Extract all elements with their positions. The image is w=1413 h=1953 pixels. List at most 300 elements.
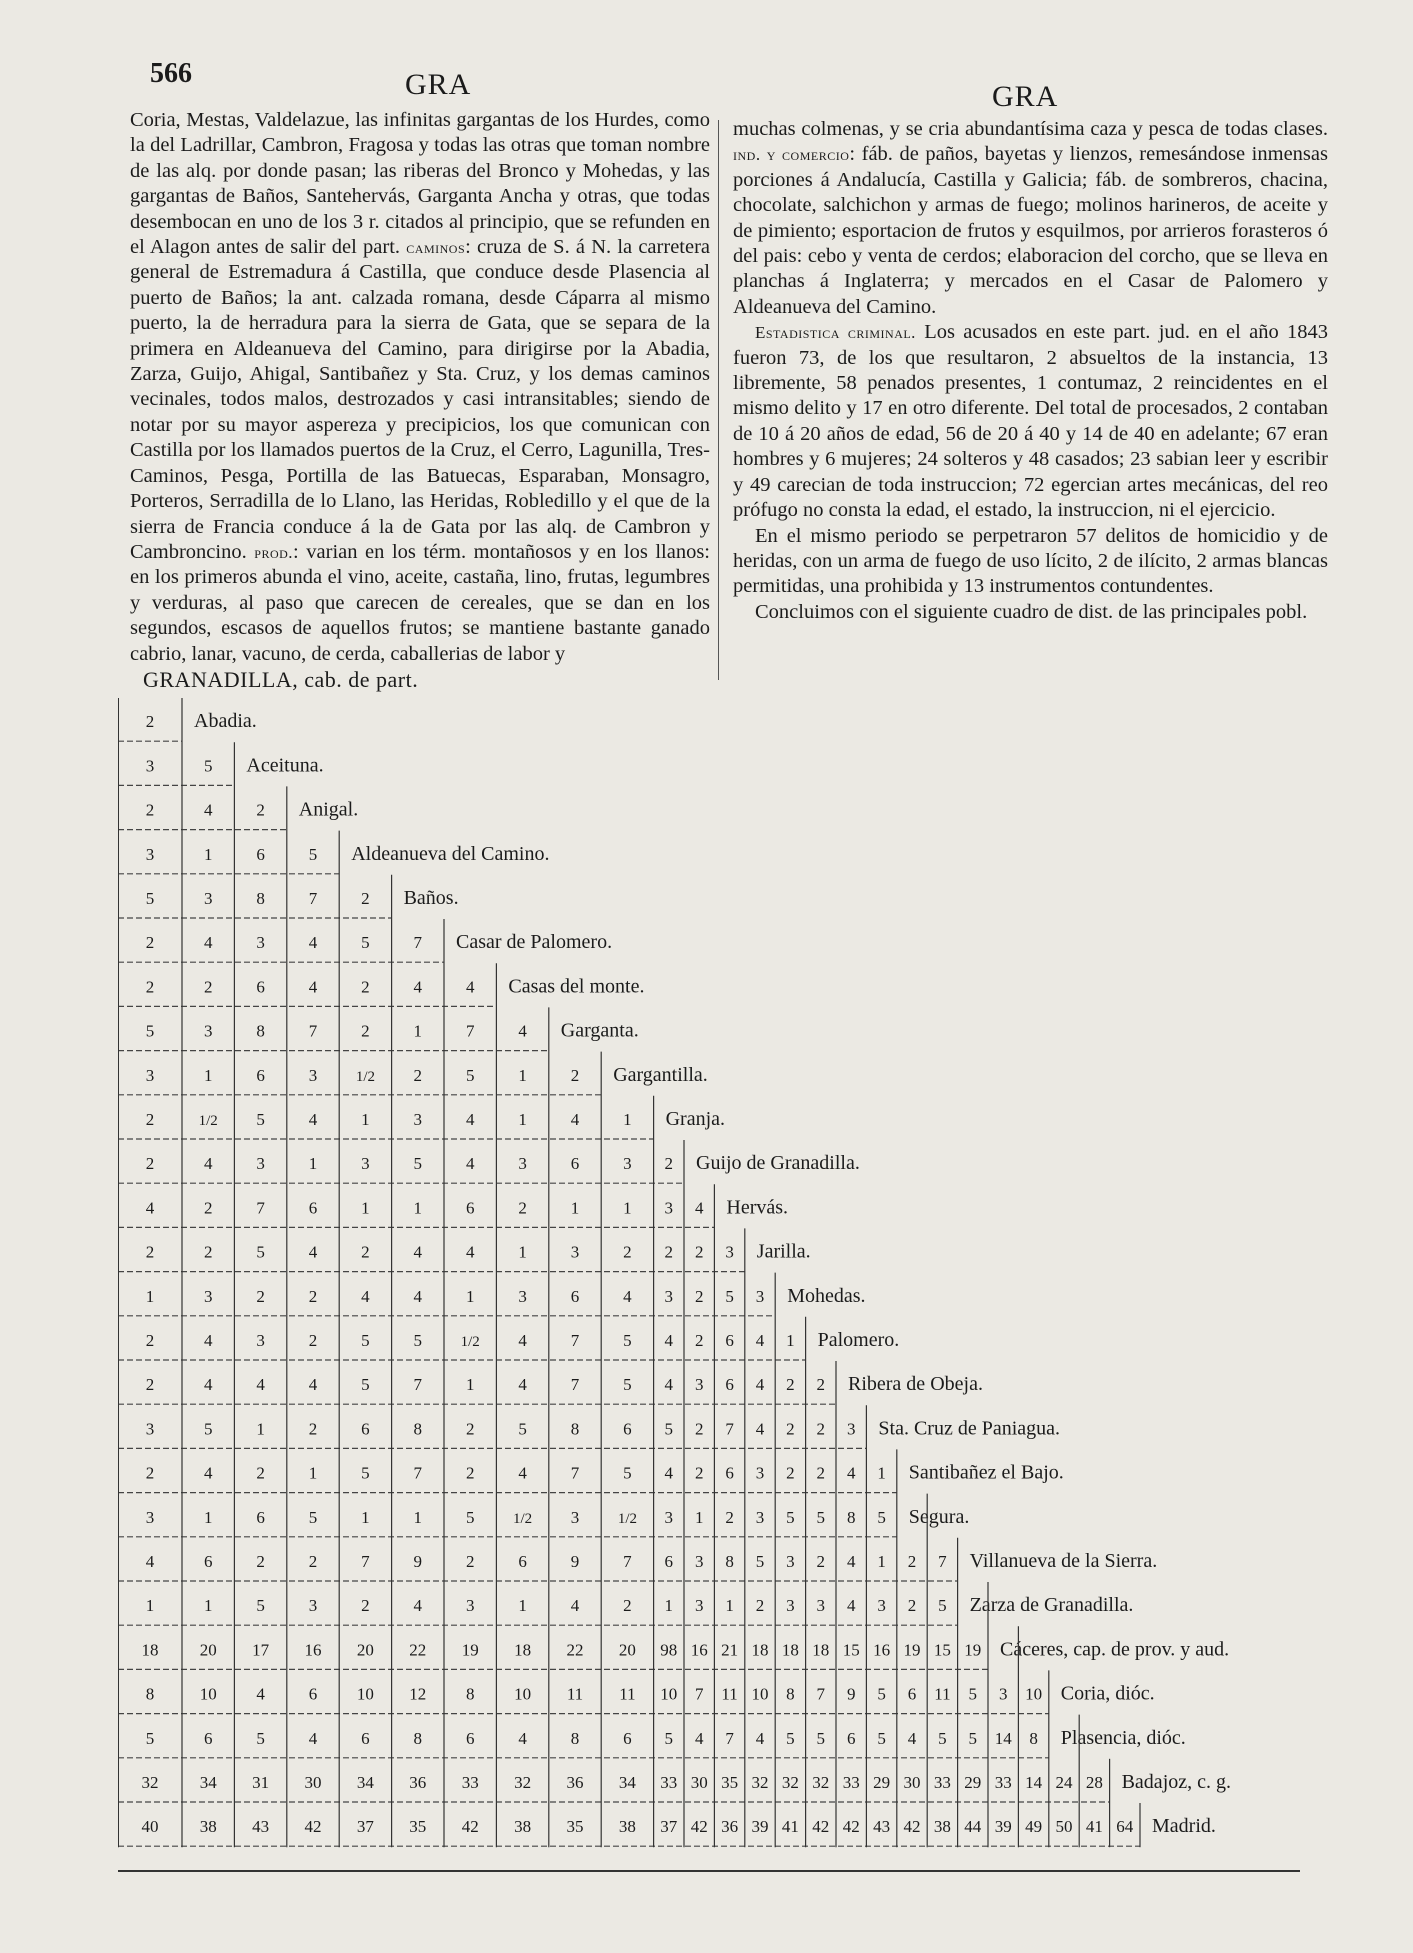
distance-value: 6: [725, 1330, 734, 1350]
distance-value: 5: [786, 1728, 795, 1748]
distance-value: 3: [518, 1154, 527, 1174]
distance-value: 6: [256, 1065, 265, 1085]
rivers-text: Coria, Mestas, Valdelazue, las infinitas gargantas de los Hurdes, como la del Ladrillar, Cambron, Fragosa y todas las otras que toman nombre de las alq. por donde pasan; las riberas del Bronco y Mohedas, y las gargantas de Baños, Santehervás, Garganta Ancha y otras, que todas desembocan en uno de los 3 r. citados al principio, que se refunden en el Alagon antes de salir del part.: [130, 109, 710, 259]
distance-value: 8: [145, 1684, 155, 1704]
distance-value: 22: [566, 1640, 584, 1660]
distance-value: 31: [252, 1772, 270, 1792]
column-divider: [718, 120, 719, 680]
caminos-text: : cruza de S. á N. la carretera general de Estremadura á Castilla, que conduce desde Plasencia al puerto de Baños; la ant. calzada romana, desde Cáparra al mismo puerto, la de herradura para la sierra de Gata, que se separa de la primera en Aldeanueva del Camino, para dirigirse por la Abadia, Zarza, Guijo, Ahigal, Santibañez y Sta. Cruz, y los demas caminos vecinales, todos malos, destrozados y casi intransitables; siendo de notar por su mayor aspereza y precipicios, los que comunican con Castilla por los llamados puertos de la Cruz, el Cerro, Lagunilla, Tres-Caminos, Pesga, Portilla de las Batuecas, Esparaban, Monsagro, Porteros, Serradilla de lo Llano, las Heridas, Robledillo y el que de la sierra de Francia conduce á la de Gata por las alq. de Cambron y Cambroncino.: [130, 236, 711, 563]
distance-value: 3: [203, 1021, 213, 1041]
distance-value: 38: [514, 1817, 532, 1837]
distance-value: 1/2: [617, 1510, 637, 1527]
distance-value: 4: [413, 1286, 423, 1306]
distance-value: 4: [694, 1728, 704, 1748]
distance-value: 2: [623, 1242, 632, 1262]
distance-value: 1: [203, 1596, 213, 1616]
distance-value: 5: [623, 1463, 632, 1483]
criminal-stats-paragraph: [733, 320, 1328, 523]
distance-value: 3: [145, 1065, 155, 1085]
place-name: Cáceres, cap. de prov. y aud.: [1000, 1638, 1230, 1661]
distance-value: 8: [256, 888, 265, 908]
distance-value: 5: [623, 1330, 632, 1350]
distance-value: 32: [781, 1772, 799, 1792]
distance-value: 2: [145, 800, 155, 820]
place-name: Palomero.: [817, 1328, 900, 1351]
distance-value: 2: [145, 977, 155, 997]
distance-value: 8: [570, 1728, 580, 1748]
distance-value: 4: [203, 1154, 213, 1174]
distance-value: 2: [256, 1463, 265, 1483]
distance-value: 4: [694, 1198, 704, 1218]
distance-value: 2: [694, 1419, 704, 1439]
distance-value: 1: [203, 1507, 213, 1527]
distance-value: 64: [1116, 1817, 1134, 1837]
page-number: 566: [150, 58, 192, 89]
distance-value: 50: [1055, 1817, 1073, 1837]
distance-value: 5: [413, 1330, 423, 1350]
distance-value: 3: [755, 1463, 765, 1483]
distance-value: 5: [203, 756, 213, 776]
distance-value: 1: [465, 1286, 475, 1306]
distance-value: 4: [465, 1154, 475, 1174]
distance-value: 4: [308, 1728, 318, 1748]
distance-value: 5: [203, 1419, 213, 1439]
distance-value: 6: [308, 1684, 318, 1704]
distance-value: 4: [145, 1551, 155, 1571]
distance-value: 1: [308, 1463, 318, 1483]
distance-value: 1/2: [460, 1333, 480, 1350]
distance-value: 4: [465, 977, 475, 997]
distance-value: 6: [308, 1198, 318, 1218]
distance-value: 2: [361, 1021, 370, 1041]
distance-value: 6: [518, 1551, 527, 1571]
distance-value: 41: [1085, 1817, 1103, 1837]
place-name: Abadia.: [194, 710, 257, 733]
distance-value: 3: [694, 1551, 704, 1571]
distance-value: 6: [361, 1419, 370, 1439]
distance-value: 42: [812, 1817, 830, 1837]
distance-value: 18: [812, 1640, 830, 1660]
running-head-right: GRA: [992, 80, 1059, 113]
distance-value: 10: [1025, 1684, 1043, 1704]
distance-value: 4: [907, 1728, 917, 1748]
distance-value: 32: [514, 1772, 532, 1792]
distance-value: 8: [256, 1021, 265, 1041]
distance-value: 1: [877, 1551, 886, 1571]
distance-value: 5: [465, 1507, 475, 1527]
distance-value: 1: [518, 1242, 527, 1262]
distance-value: 5: [465, 1065, 475, 1085]
distance-value: 1: [518, 1065, 527, 1085]
place-name: Zarza de Granadilla.: [969, 1594, 1134, 1617]
place-name: Anigal.: [298, 798, 359, 821]
distance-value: 33: [933, 1772, 951, 1792]
distance-value: 38: [933, 1817, 951, 1837]
distance-value: 2: [816, 1375, 826, 1395]
distance-value: 32: [812, 1772, 830, 1792]
distance-value: 8: [570, 1419, 580, 1439]
distance-value: 98: [660, 1640, 678, 1660]
distance-value: 16: [690, 1640, 708, 1660]
distance-table: [118, 698, 1328, 1880]
place-name: Gargantilla.: [613, 1063, 708, 1086]
distance-value: 4: [755, 1330, 765, 1350]
distance-value: 7: [725, 1728, 734, 1748]
distance-value: 4: [518, 1728, 527, 1748]
distance-value: 8: [465, 1684, 475, 1704]
distance-value: 3: [877, 1596, 886, 1616]
distance-value: 2: [816, 1551, 826, 1571]
place-name: Madrid.: [1152, 1815, 1216, 1838]
distance-value: 4: [465, 1109, 475, 1129]
distance-value: 2: [256, 1286, 265, 1306]
distance-value: 6: [907, 1684, 917, 1704]
distance-value: 29: [964, 1772, 982, 1792]
distance-value: 6: [725, 1375, 734, 1395]
distance-value: 2: [465, 1551, 475, 1571]
distance-value: 14: [1025, 1772, 1043, 1792]
distance-value: 33: [842, 1772, 860, 1792]
distance-value: 21: [721, 1640, 739, 1660]
distance-value: 8: [1029, 1728, 1038, 1748]
distance-value: 5: [623, 1375, 632, 1395]
distance-value: 7: [308, 1021, 318, 1041]
distance-value: 9: [570, 1551, 580, 1571]
distance-value: 19: [964, 1640, 982, 1660]
distance-value: 8: [846, 1507, 856, 1527]
distance-value: 4: [413, 1596, 423, 1616]
place-name: Santibañez el Bajo.: [908, 1461, 1064, 1484]
distance-value: 2: [145, 1109, 155, 1129]
distance-value: 4: [518, 1021, 527, 1041]
distance-value: 1/2: [198, 1112, 218, 1129]
distance-value: 43: [252, 1817, 270, 1837]
distance-value: 5: [256, 1109, 265, 1129]
distance-value: 5: [938, 1728, 947, 1748]
distance-value: 5: [256, 1596, 265, 1616]
distance-value: 5: [664, 1419, 674, 1439]
distance-value: 2: [725, 1507, 734, 1527]
distance-value: 19: [461, 1640, 479, 1660]
distance-value: 6: [465, 1198, 475, 1218]
distance-value: 10: [199, 1684, 217, 1704]
distance-value: 32: [141, 1772, 159, 1792]
distance-value: 12: [409, 1684, 427, 1704]
distance-value: 3: [786, 1551, 795, 1571]
distance-value: 8: [725, 1551, 734, 1571]
distance-value: 9: [846, 1684, 856, 1704]
distance-value: 19: [903, 1640, 921, 1660]
distance-value: 4: [203, 1330, 213, 1350]
distance-value: 1: [465, 1375, 475, 1395]
distance-value: 2: [308, 1330, 318, 1350]
distance-value: 11: [619, 1684, 636, 1704]
distance-value: 1: [877, 1463, 886, 1483]
distance-value: 11: [934, 1684, 951, 1704]
table-title: GRANADILLA, cab. de part.: [143, 667, 419, 692]
distance-value: 34: [618, 1772, 636, 1792]
distance-value: 5: [816, 1728, 826, 1748]
distance-value: 18: [781, 1640, 799, 1660]
distance-value: 1: [256, 1419, 265, 1439]
distance-value: 3: [256, 1330, 265, 1350]
place-name: Mohedas.: [787, 1284, 866, 1307]
distance-value: 4: [203, 1375, 213, 1395]
distance-value: 2: [465, 1419, 475, 1439]
distance-value: 36: [566, 1772, 584, 1792]
distance-value: 4: [465, 1242, 475, 1262]
place-name: Coria, dióc.: [1060, 1682, 1155, 1705]
distance-value: 6: [725, 1463, 734, 1483]
distance-value: 3: [308, 1065, 318, 1085]
distance-value: 30: [304, 1772, 322, 1792]
distance-value: 3: [256, 1154, 265, 1174]
distance-value: 17: [252, 1640, 270, 1660]
distance-value: 33: [660, 1772, 678, 1792]
distance-value: 7: [361, 1551, 370, 1571]
distance-value: 4: [256, 1684, 265, 1704]
distance-value: 39: [994, 1817, 1012, 1837]
distance-value: 3: [145, 756, 155, 776]
distance-value: 22: [409, 1640, 427, 1660]
distance-value: 4: [308, 933, 318, 953]
distance-value: 5: [518, 1419, 527, 1439]
distance-value: 5: [877, 1507, 886, 1527]
distance-value: 11: [721, 1684, 738, 1704]
distance-value: 11: [566, 1684, 584, 1704]
distance-value: 3: [308, 1596, 318, 1616]
distance-value: 1: [623, 1198, 632, 1218]
distance-value: 42: [690, 1817, 708, 1837]
distance-value: 1: [361, 1109, 370, 1129]
distance-value: 14: [994, 1728, 1012, 1748]
distance-value: 38: [618, 1817, 636, 1837]
distance-value: 6: [203, 1551, 213, 1571]
distance-value: 3: [694, 1596, 704, 1616]
distance-value: 42: [903, 1817, 921, 1837]
distance-value: 2: [145, 1330, 155, 1350]
distance-value: 1: [361, 1198, 370, 1218]
distance-value: 4: [846, 1551, 856, 1571]
estadistica-label: Estadistica criminal.: [755, 323, 916, 343]
distance-value: 2: [786, 1375, 795, 1395]
distance-value: 7: [938, 1551, 947, 1571]
distance-value: 1: [361, 1507, 370, 1527]
distance-value: 6: [623, 1728, 632, 1748]
distance-value: 2: [664, 1154, 674, 1174]
place-name: Aceituna.: [246, 754, 324, 777]
distance-value: 1: [203, 844, 213, 864]
distance-value: 5: [755, 1551, 765, 1571]
distance-value: 5: [361, 1463, 370, 1483]
distance-value: 33: [994, 1772, 1012, 1792]
distance-value: 2: [907, 1551, 917, 1571]
distance-value: 4: [413, 977, 423, 997]
distance-value: 7: [465, 1021, 475, 1041]
distance-value: 4: [664, 1463, 674, 1483]
distance-value: 4: [413, 1242, 423, 1262]
distance-value: 5: [725, 1286, 734, 1306]
distance-value: 20: [618, 1640, 636, 1660]
distance-value: 41: [781, 1817, 799, 1837]
distance-value: 28: [1085, 1772, 1103, 1792]
distance-value: 2: [308, 1551, 318, 1571]
crimes-paragraph: En el mismo periodo se perpetraron 57 delitos de homicidio y de heridas, con un arma de fuego de uso lícito, 2 de ilícito, 2 armas blancas permitidas, una prohibida y 13 instrumentos contundentes.: [733, 524, 1328, 598]
distance-value: 5: [786, 1507, 795, 1527]
distance-value: 2: [203, 1242, 213, 1262]
distance-value: 42: [304, 1817, 322, 1837]
distance-value: 7: [413, 933, 423, 953]
distance-value: 7: [413, 1463, 423, 1483]
distance-value: 5: [361, 1375, 370, 1395]
prod-label: prod.: [254, 542, 294, 562]
industry-text: : fáb. de paños, bayetas y lienzos, remesándose inmensas porciones á Andalucía, Castilla y Galicia; fáb. de sombreros, chacina, chocolate, salchichon y armas de fuego; molinos harineros, de aceite y de pimiento; esportacion de frutos y esquilmos, por arrieros forasteros ó del pais: cebo y venta de cerdos; elaboracion del corcho, que se lleva en planchas á Inglaterra; y mercados en el Casar de Palomero y Aldeanueva del Camino.: [733, 143, 1328, 318]
distance-value: 4: [755, 1375, 765, 1395]
left-text-column: [130, 108, 710, 667]
distance-value: 4: [518, 1330, 527, 1350]
distance-value: 2: [570, 1065, 580, 1085]
distance-value: 29: [873, 1772, 891, 1792]
place-name: Casar de Palomero.: [456, 931, 613, 954]
distance-value: 1: [786, 1330, 795, 1350]
distance-value: 3: [145, 1507, 155, 1527]
distance-value: 2: [256, 800, 265, 820]
distance-value: 1: [145, 1286, 155, 1306]
distance-value: 5: [361, 1330, 370, 1350]
distance-value: 18: [141, 1640, 159, 1660]
distance-value: 4: [308, 1242, 318, 1262]
caminos-label: caminos: [406, 238, 466, 258]
distance-value: 4: [361, 1286, 370, 1306]
distance-value: 1: [570, 1198, 580, 1218]
distance-value: 5: [145, 888, 155, 908]
distance-value: 3: [465, 1596, 475, 1616]
distance-value: 35: [409, 1817, 427, 1837]
fauna-text: muchas colmenas, y se cria abundantísima caza y pesca de todas clases.: [733, 118, 1328, 140]
distance-value: 6: [846, 1728, 856, 1748]
distance-value: 1: [413, 1507, 423, 1527]
prod-text: : varian en los térm. montañosos y en los llanos: en los primeros abunda el vino, aceite, castaña, lino, frutas, legumbres y verduras, al paso que carecen de cereales, que se dan en los segundos, escasos de aquellos frutos; se mantiene bastante ganado cabrio, lanar, vacuno, de cerda, caballerias de labor y: [130, 540, 711, 665]
distance-value: 2: [145, 712, 155, 732]
distance-value: 39: [751, 1817, 769, 1837]
distance-value: 30: [903, 1772, 921, 1792]
distance-value: 4: [308, 1109, 318, 1129]
distance-value: 2: [361, 1242, 370, 1262]
distance-value: 4: [846, 1463, 856, 1483]
distance-value: 2: [361, 888, 370, 908]
distance-value: 2: [145, 1242, 155, 1262]
distance-value: 2: [816, 1463, 826, 1483]
distance-value: 2: [786, 1463, 795, 1483]
distance-value: 5: [256, 1728, 265, 1748]
distance-value: 5: [413, 1154, 423, 1174]
distance-value: 3: [725, 1242, 734, 1262]
distance-value: 4: [518, 1463, 527, 1483]
distance-value: 7: [725, 1419, 734, 1439]
distance-value: 6: [256, 844, 265, 864]
distance-value: 7: [816, 1684, 826, 1704]
distance-value: 42: [461, 1817, 479, 1837]
distance-value: 2: [308, 1286, 318, 1306]
distance-value: 4: [570, 1109, 580, 1129]
distance-value: 3: [361, 1154, 370, 1174]
distance-value: 32: [751, 1772, 769, 1792]
distance-value: 6: [361, 1728, 370, 1748]
distance-value: 20: [199, 1640, 217, 1660]
distance-value: 37: [356, 1817, 374, 1837]
distance-value: 36: [721, 1817, 739, 1837]
distance-value: 3: [570, 1242, 580, 1262]
distance-value: 20: [356, 1640, 374, 1660]
place-name: Baños.: [403, 886, 459, 909]
place-name: Aldeanueva del Camino.: [351, 842, 550, 865]
distance-value: 2: [623, 1596, 632, 1616]
distance-value: 3: [694, 1375, 704, 1395]
industry-paragraph: [733, 117, 1328, 320]
distance-value: 2: [664, 1242, 674, 1262]
distance-value: 35: [721, 1772, 739, 1792]
place-name: Guijo de Granadilla.: [696, 1152, 860, 1175]
distance-value: 2: [308, 1419, 318, 1439]
distance-value: 3: [145, 844, 155, 864]
distance-value: 10: [751, 1684, 769, 1704]
running-head-left: GRA: [405, 68, 472, 101]
distance-value: 8: [786, 1684, 795, 1704]
place-name: Jarilla.: [756, 1240, 811, 1263]
distance-value: 10: [660, 1684, 678, 1704]
bottom-rule: [118, 1870, 1300, 1872]
distance-value: 1: [664, 1596, 674, 1616]
place-name: Garganta.: [560, 1019, 639, 1042]
distance-value: 6: [570, 1286, 580, 1306]
distance-value: 15: [933, 1640, 951, 1660]
distance-value: 7: [570, 1463, 580, 1483]
distance-value: 9: [413, 1551, 423, 1571]
distance-value: 2: [203, 977, 213, 997]
distance-value: 4: [203, 933, 213, 953]
ind-label: ind. y comercio: [733, 145, 850, 165]
distance-value: 4: [755, 1419, 765, 1439]
distance-value: 2: [145, 1375, 155, 1395]
distance-value: 5: [938, 1596, 947, 1616]
distance-value: 37: [660, 1817, 678, 1837]
distance-value: 15: [842, 1640, 860, 1660]
distance-value: 2: [694, 1463, 704, 1483]
distance-value: 2: [361, 1596, 370, 1616]
distance-value: 4: [664, 1375, 674, 1395]
distance-value: 10: [356, 1684, 374, 1704]
left-paragraph: [130, 108, 710, 667]
distance-value: 2: [145, 933, 155, 953]
distance-value: 5: [968, 1684, 978, 1704]
distance-value: 1/2: [513, 1510, 533, 1527]
distance-value: 3: [413, 1109, 423, 1129]
distance-value: 30: [690, 1772, 708, 1792]
distance-value: 16: [873, 1640, 891, 1660]
distance-value: 5: [308, 1507, 318, 1527]
distance-value: 8: [413, 1419, 423, 1439]
distance-value: 1: [145, 1596, 155, 1616]
distance-value: 3: [816, 1596, 826, 1616]
distance-value: 7: [570, 1330, 580, 1350]
distance-value: 3: [786, 1596, 795, 1616]
distance-value: 44: [964, 1817, 982, 1837]
distance-value: 3: [664, 1286, 674, 1306]
distance-value: 8: [413, 1728, 423, 1748]
distance-value: 4: [664, 1330, 674, 1350]
distance-value: 18: [514, 1640, 532, 1660]
distance-value: 1: [413, 1021, 423, 1041]
